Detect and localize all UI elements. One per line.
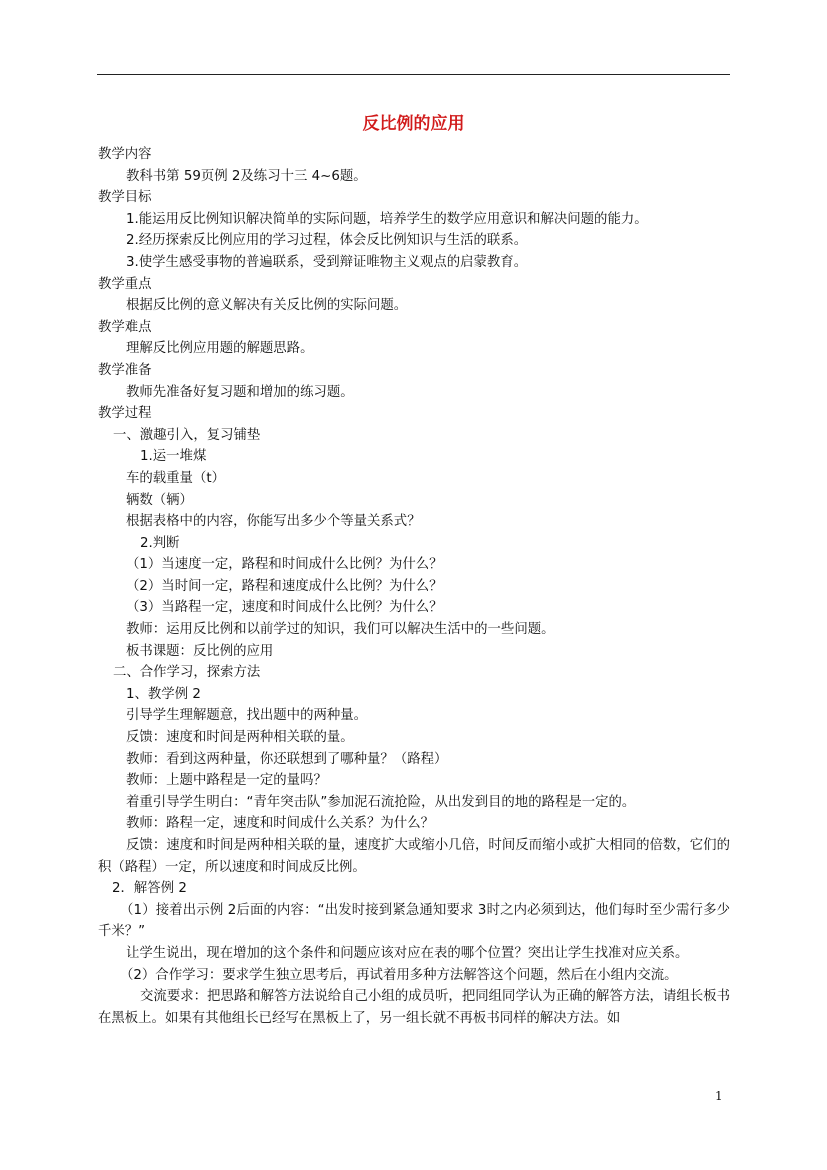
text-line: 引导学生理解题意，找出题中的两种量。 bbox=[126, 708, 368, 724]
paragraph-step2: （2）合作学习：要求学生独立思考后，再试着用多种方法解答这个问题，然后在小组内交流。 bbox=[120, 967, 678, 983]
text-line: 根据表格中的内容，你能写出多少个等量关系式？ bbox=[126, 514, 421, 530]
text-line: （3）当路程一定，速度和时间成什么比例？为什么？ bbox=[126, 600, 443, 616]
header-rule bbox=[97, 74, 730, 75]
text-line: 一、激趣引入，复习铺垫 bbox=[113, 427, 261, 443]
paragraph-exchange: 交流要求：把思路和解答方法说给自己小组的成员听，把同组同学认为正确的解答方法，请组长板书在黑板上。如果有其他组长已经写在黑板上了，另一组长就不再板书同样的解决方法。如 bbox=[98, 989, 730, 1026]
paragraph-feedback: 反馈：速度和时间是两种相关联的量，速度扩大或缩小几倍，时间反而缩小或扩大相同的倍数，它们的积（路程）一定，所以速度和时间成反比例。 bbox=[98, 838, 730, 875]
section-heading: 教学准备 bbox=[98, 362, 152, 378]
text-line: 1.运一堆煤 bbox=[140, 449, 207, 465]
text-line: 教师先准备好复习题和增加的练习题。 bbox=[126, 384, 354, 400]
text-line: 二、合作学习，探索方法 bbox=[113, 665, 261, 681]
text-line: 反馈：速度和时间是两种相关联的量。 bbox=[126, 730, 354, 746]
text-line: 1.能运用反比例知识解决简单的实际问题，培养学生的数学应用意识和解决问题的能力。 bbox=[126, 211, 648, 227]
text-line: （1）当速度一定，路程和时间成什么比例？为什么？ bbox=[126, 557, 443, 573]
text-line: 2.经历探索反比例应用的学习过程，体会反比例知识与生活的联系。 bbox=[126, 233, 528, 249]
page-number: 1 bbox=[715, 1089, 723, 1103]
text-line: 3.使学生感受事物的普遍联系，受到辩证唯物主义观点的启蒙教育。 bbox=[126, 254, 528, 270]
document-body bbox=[98, 144, 730, 1029]
lines-container bbox=[98, 144, 730, 835]
text-line: 板书课题：反比例的应用 bbox=[126, 643, 274, 659]
section-heading: 教学过程 bbox=[98, 406, 152, 422]
text-line: 车的载重量（t） bbox=[126, 470, 225, 486]
text-line: 根据反比例的意义解决有关反比例的实际问题。 bbox=[126, 298, 408, 314]
text-line: 理解反比例应用题的解题思路。 bbox=[126, 341, 314, 357]
text-line: 教科书第 59页例 2及练习十三 4~6题。 bbox=[126, 168, 367, 184]
text-line: 辆数（辆） bbox=[126, 492, 193, 508]
section-heading: 教学难点 bbox=[98, 319, 152, 335]
section-heading: 教学目标 bbox=[98, 190, 152, 206]
paragraph-student: 让学生说出，现在增加的这个条件和问题应该对应在表的哪个位置？突出让学生找准对应关系。 bbox=[126, 945, 689, 961]
text-line: 教师：路程一定，速度和时间成什么关系？为什么？ bbox=[126, 816, 434, 832]
text-line: 教师：上题中路程是一定的量吗？ bbox=[126, 773, 327, 789]
text-line: （2）当时间一定，路程和速度成什么比例？为什么？ bbox=[126, 578, 443, 594]
section-heading: 教学内容 bbox=[98, 147, 152, 162]
text-line: 教师：运用反比例和以前学过的知识，我们可以解决生活中的一些问题。 bbox=[126, 622, 555, 638]
paragraph-solve-heading: 2．解答例 2 bbox=[112, 881, 187, 897]
text-line: 着重引导学生明白：“青年突击队”参加泥石流抢险，从出发到目的地的路程是一定的。 bbox=[126, 794, 636, 810]
text-line: 1、教学例 2 bbox=[126, 686, 201, 702]
text-line: 2.判断 bbox=[140, 535, 180, 551]
document-title: 反比例的应用 bbox=[362, 114, 465, 134]
text-line: 教师：看到这两种量，你还联想到了哪种量？（路程） bbox=[126, 751, 448, 767]
section-heading: 教学重点 bbox=[98, 276, 152, 292]
paragraph-step1: （1）接着出示例 2后面的内容：“出发时接到紧急通知要求 3时之内必须到达，他们每时至少需行多少千米？” bbox=[98, 902, 730, 940]
